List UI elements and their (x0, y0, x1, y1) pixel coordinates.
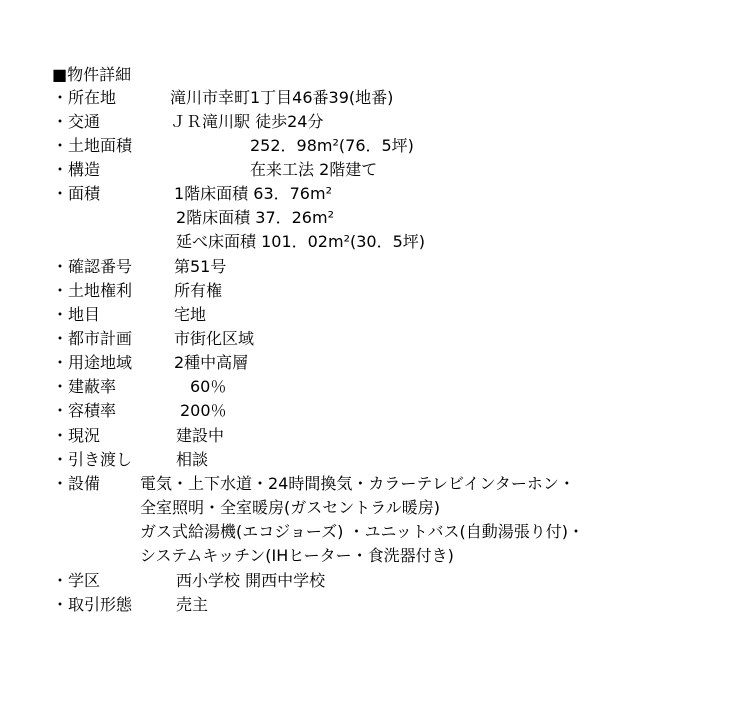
row-value: 第51号 (174, 257, 227, 276)
row-value: 西小学校 開西中学校 (176, 571, 326, 590)
row-label: ・現況 (52, 426, 101, 445)
row-value: 在来工法 2階建て (250, 160, 378, 179)
row-value: 売主 (176, 595, 209, 614)
row-value: 252．98m²(76．5坪) (250, 136, 414, 155)
row-label: ・容積率 (52, 401, 117, 420)
row-value: システムキッチン(IHヒーター・食洗器付き) (140, 546, 454, 565)
row-value: 200％ (180, 401, 227, 420)
row-label: ・設備 (52, 474, 101, 493)
row-label: ・所在地 (52, 88, 117, 107)
row-value: ガス式給湯機(エコジョーズ) ・ユニットバス(自動湯張り付)・ (140, 522, 584, 541)
row-value: 1階床面積 63．76m² (174, 184, 332, 203)
row-label: ・面積 (52, 184, 101, 203)
row-label: ・建蔽率 (52, 377, 117, 396)
row-value: 2種中高層 (174, 353, 249, 372)
row-label: ・地目 (52, 305, 101, 324)
row-label: ・土地権利 (52, 281, 133, 300)
row-value: 延べ床面積 101．02m²(30．5坪) (176, 232, 426, 251)
row-value: 市街化区域 (174, 329, 255, 348)
row-value: 建設中 (176, 426, 225, 445)
row-value: 宅地 (174, 305, 207, 324)
row-value: 所有権 (174, 281, 223, 300)
row-label: ・確認番号 (52, 257, 133, 276)
row-label: ・学区 (52, 571, 101, 590)
section-heading: ■物件詳細 (52, 65, 132, 84)
row-value: 60％ (190, 377, 227, 396)
row-value: 2階床面積 37．26m² (176, 208, 334, 227)
row-label: ・取引形態 (52, 595, 133, 614)
row-value: 滝川市幸町1丁目46番39(地番) (170, 88, 394, 107)
row-value: 電気・上下水道・24時間換気・カラーテレビインターホン・ (140, 474, 575, 493)
row-label: ・交通 (52, 112, 101, 131)
row-label: ・土地面積 (52, 136, 133, 155)
row-value: 全室照明・全室暖房(ガスセントラル暖房) (140, 498, 441, 517)
row-value: ＪＲ滝川駅 徒歩24分 (170, 112, 324, 131)
row-label: ・用途地域 (52, 353, 133, 372)
row-label: ・引き渡し (52, 450, 133, 469)
row-label: ・都市計画 (52, 329, 133, 348)
row-value: 相談 (176, 450, 209, 469)
row-label: ・構造 (52, 160, 101, 179)
